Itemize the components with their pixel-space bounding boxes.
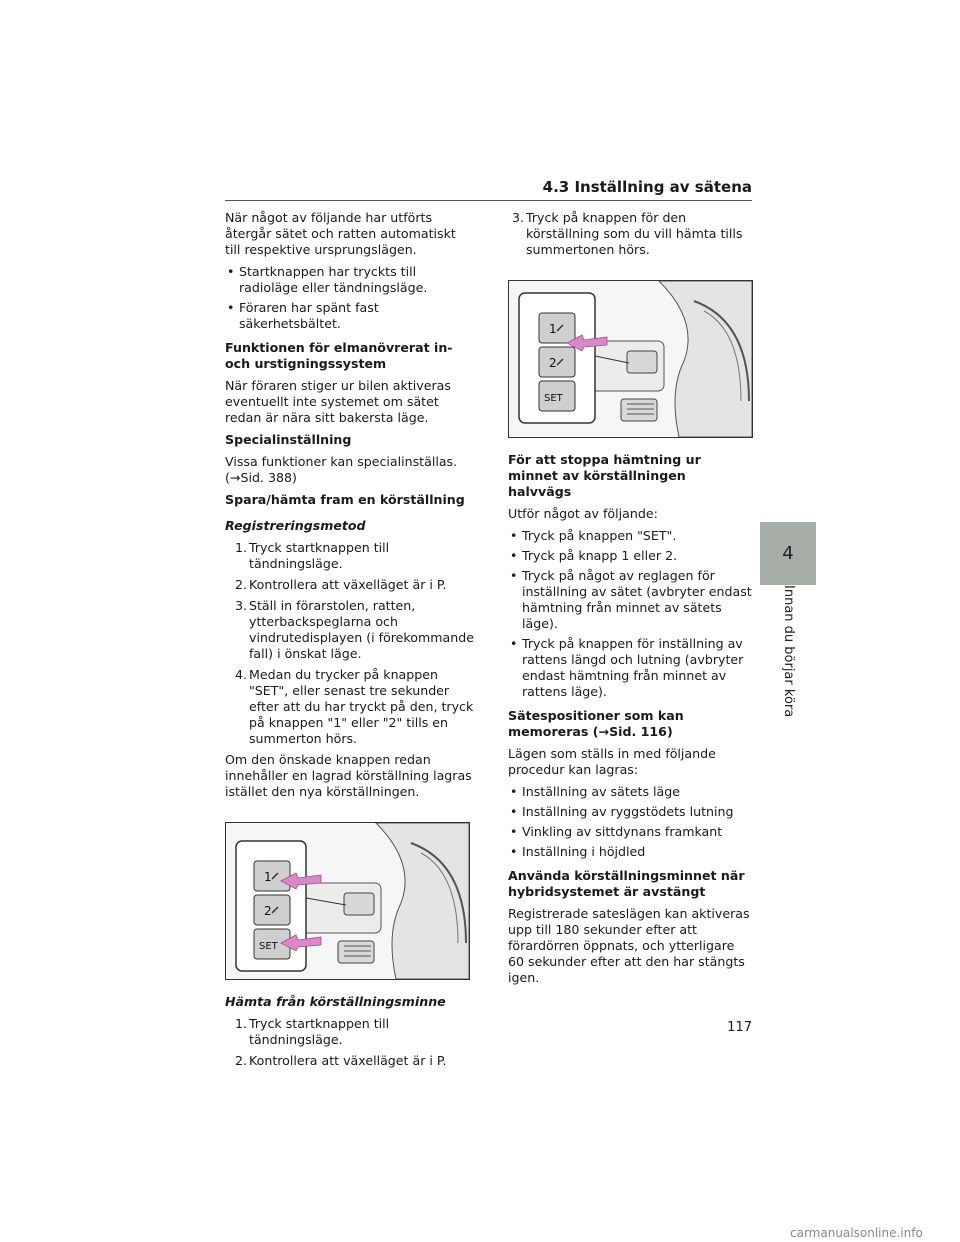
list-item: • Tryck på något av reglagen för inställning av sätet (avbryter endast hämtning från minnet av sätets läge).: [508, 568, 753, 632]
heading-registration: Registreringsmetod: [225, 518, 366, 533]
heading-recall: Hämta från körställningsminne: [225, 994, 446, 1009]
list-item: • Startknappen har tryckts till radioläge eller tändningsläge.: [225, 264, 475, 296]
right-column: [508, 210, 753, 992]
heading-positions: Sätespositioner som kan memoreras (→Sid. 116): [508, 708, 684, 739]
list-item: • Inställning av sätets läge: [508, 784, 753, 800]
positions-text: Lägen som ställs in med följande procedur kan lagras:: [508, 746, 716, 777]
svg-text:SET: SET: [544, 393, 563, 404]
step-item: 1. Tryck startknappen till tändningsläge.: [235, 1016, 390, 1047]
list-item: • Tryck på knappen för inställning av rattens längd och lutning (avbryter endast hämtning från minnet av rattens läge).: [508, 636, 753, 700]
step-item: 3. Tryck på knappen för den körställning som du vill hämta tills summertonen hörs.: [512, 210, 743, 257]
func-text: När föraren stiger ur bilen aktiveras eventuellt inte systemet om sätet redan är nära sitt bakersta läge.: [225, 378, 451, 425]
page-number: 117: [727, 1020, 752, 1035]
step-item: 3. Ställ in förarstolen, ratten, ytterbackspeglarna och vindrutedisplayen (i förekommande fall) i önskat läge.: [235, 598, 474, 661]
seat-recall-illustration: [509, 281, 752, 437]
svg-text:2: 2: [549, 356, 557, 370]
seat-memory-illustration: [226, 823, 469, 979]
figure-recall-button: [508, 280, 753, 438]
step-item: 1. Tryck startknappen till tändningsläge.: [235, 540, 390, 571]
stop-text: Utför något av följande:: [508, 506, 658, 521]
heading-hybrid: Använda körställningsminnet när hybridsystemet är avstängt: [508, 868, 745, 899]
svg-text:1: 1: [264, 870, 272, 884]
list-item: • Vinkling av sittdynans framkant: [508, 824, 753, 840]
heading-func: Funktionen för elmanövrerat in- och urstigningssystem: [225, 340, 453, 371]
intro-text: När något av följande har utförts återgår sätet och ratten automatiskt till respektive ursprungslägen.: [225, 210, 456, 257]
step-item: 2. Kontrollera att växelläget är i P.: [235, 577, 447, 592]
section-title: 4.3 Inställning av sätena: [542, 178, 752, 196]
heading-stop: För att stoppa hämtning ur minnet av körställningen halvvägs: [508, 452, 701, 499]
heading-special: Specialinställning: [225, 432, 352, 447]
step-item: 4. Medan du trycker på knappen "SET", eller senast tre sekunder efter att du har tryckt på den, tryck på knappen "1" eller "2" tills en summerton hörs.: [235, 667, 474, 746]
svg-text:1: 1: [549, 322, 557, 336]
heading-save: Spara/hämta fram en körställning: [225, 492, 465, 507]
list-item: • Inställning av ryggstödets lutning: [508, 804, 753, 820]
svg-text:2: 2: [264, 904, 272, 918]
special-text: Vissa funktioner kan specialinställas. (→Sid. 388): [225, 454, 458, 485]
left-column: [225, 210, 475, 1074]
chapter-tab-label: Innan du börjar köra: [781, 585, 796, 718]
hybrid-text: Registrerade sateslägen kan aktiveras upp till 180 sekunder efter att förardörren öppnats, och ytterligare 60 sekunder efter att den har stängts igen.: [508, 906, 750, 985]
header-rule: [225, 200, 752, 201]
step-item: 2. Kontrollera att växelläget är i P.: [235, 1053, 447, 1068]
figure-set-buttons: [225, 822, 470, 980]
page-header: [225, 178, 752, 202]
watermark: carmanualsonline.info: [790, 1226, 923, 1240]
svg-text:SET: SET: [259, 941, 278, 952]
list-item: • Föraren har spänt fast säkerhetsbältet.: [225, 300, 475, 332]
list-item: • Inställning i höjdled: [508, 844, 753, 860]
step4-note: Om den önskade knappen redan innehåller en lagrad körställning lagras istället den nya körställningen.: [225, 752, 472, 799]
chapter-tab: 4: [760, 522, 816, 585]
list-item: • Tryck på knappen "SET".: [508, 528, 753, 544]
list-item: • Tryck på knapp 1 eller 2.: [508, 548, 753, 564]
